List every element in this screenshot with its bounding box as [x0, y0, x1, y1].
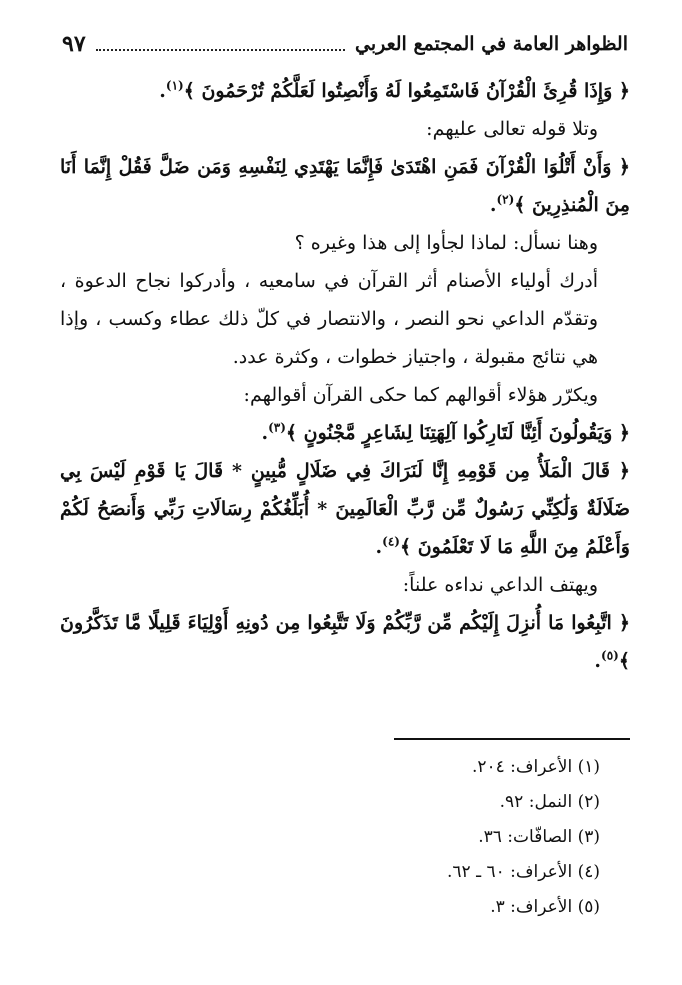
footnote-ref-3: (٣): [268, 420, 286, 435]
footnote-ref-5: (٥): [601, 648, 619, 663]
verse-3: ﴿ وَيَقُولُونَ أَئِنَّا لَتَارِكُوا آلِهَتِنَا لِشَاعِرٍ مَّجْنُونٍ ﴾$^{(٣)}$.: [261, 420, 630, 444]
page-number: ٩٧: [62, 31, 86, 57]
footnote-2: (٢) النمل: ٩٢.: [499, 792, 600, 812]
paragraph-2: وتلا قوله تعالى عليهم:: [426, 118, 598, 140]
running-title: الظواهر العامة في المجتمع العربي: [354, 33, 628, 55]
verse-1: ﴿ وَإِذَا قُرِئَ الْقُرْآنُ فَاسْتَمِعُوا لَهُ وَأَنْصِتُوا لَعَلَّكُمْ تُرْحَمُونَ ﴾$^{(١)}$.: [159, 78, 630, 102]
page-body: [60, 72, 630, 680]
footnote-ref-2: (٢): [496, 192, 515, 207]
footnote-ref-4: (٤): [382, 534, 400, 549]
footnote-1: (١) الأعراف: ٢٠٤.: [471, 757, 600, 777]
paragraph-main: أدرك أولياء الأصنام أثر القرآن في سامعيه ، وأدركوا نجاح الدعوة ، وتقدّم الداعي نحو النصر ، والانتصار في كلّ ذلك عطاء وكسب ، وإذا هي نتائج مقبولة ، واجتياز خطوات ، وكثرة عدد.: [60, 270, 598, 368]
footnote-3: (٣) الصافّات: ٣٦.: [478, 827, 600, 847]
verse-4: ﴿ قَالَ الْمَلَأُ مِن قَوْمِهِ إِنَّا لَنَرَاكَ فِي ضَلَالٍ مُّبِينٍ * قَالَ يَا قَوْمِ لَيْسَ بِي ضَلَالَةٌ وَلَٰكِنِّي رَسُولٌ مِّن رَّبِّ الْعَالَمِينَ * أُبَلِّغُكُمْ رِسَالَاتِ رَبِّي وَأَنصَحُ لَكُمْ وَأَعْلَمُ مِنَ اللَّهِ مَا لَا تَعْلَمُونَ ﴾$^{(٤)}$.: [60, 460, 630, 558]
footnote-ref-1: (١): [165, 78, 184, 93]
footnote-5: (٥) الأعراف: ٣.: [490, 897, 600, 917]
paragraph-question: وهنا نسأل: لماذا لجأوا إلى هذا وغيره ؟: [294, 232, 598, 254]
paragraph-call: ويهتف الداعي نداءه علناً:: [402, 574, 598, 596]
verse-2: ﴿ وَأَنْ أَتْلُوَا الْقُرْآنَ فَمَنِ اهْتَدَىٰ فَإِنَّمَا يَهْتَدِي لِنَفْسِهِ وَمَن ضَلَّ فَقُلْ إِنَّمَا أَنَا مِنَ الْمُنذِرِينَ ﴾$^{(٢)}$.: [60, 156, 630, 216]
verse-5: ﴿ اتَّبِعُوا مَا أُنزِلَ إِلَيْكُم مِّن رَّبِّكُمْ وَلَا تَتَّبِعُوا مِن دُونِهِ أَوْلِيَاءَ قَلِيلًا مَّا تَذَكَّرُونَ ﴾$^{(٥)}$.: [60, 612, 630, 672]
leader-dots: [96, 49, 345, 51]
paragraph-repeat: ويكرّر هؤلاء أقوالهم كما حكى القرآن أقوالهم:: [243, 384, 598, 406]
page-header: [62, 24, 628, 64]
footnote-4: (٤) الأعراف: ٦٠ ـ ٦٢.: [447, 862, 600, 882]
footnote-separator: [394, 738, 630, 740]
footnotes: [200, 750, 600, 925]
